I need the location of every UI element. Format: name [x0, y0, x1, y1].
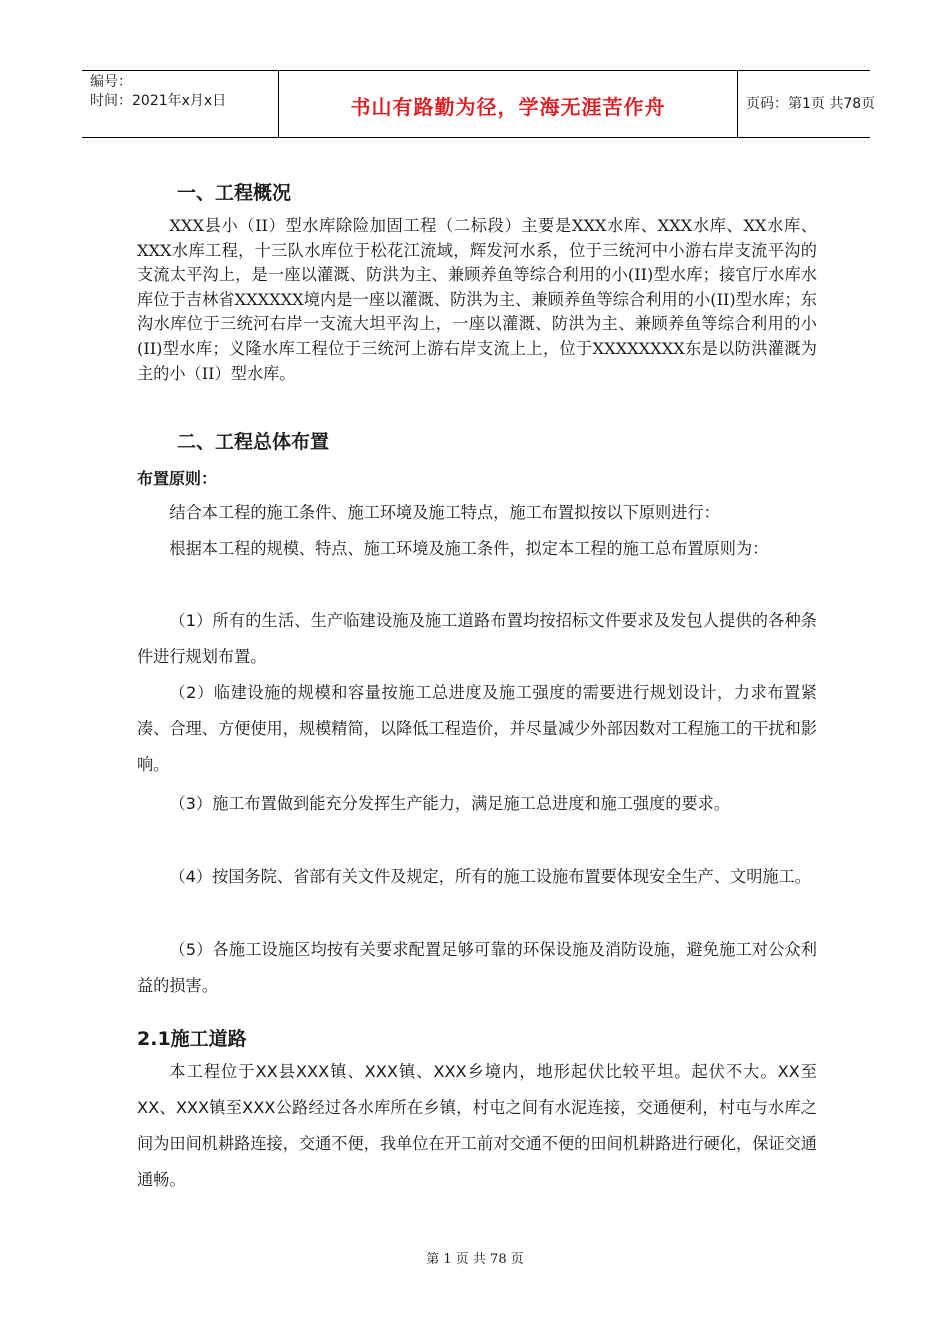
section-1-title: 一、工程概况	[177, 182, 292, 204]
section-2-paragraph-2: 根据本工程的规模、特点、施工环境及施工条件，拟定本工程的施工总布置原则为：	[169, 539, 769, 558]
section-2-item-5: （5）各施工设施区均按有关要求配置足够可靠的环保设施及消防设施，避免施工对公众利益的损害。	[137, 940, 817, 995]
page-header	[82, 70, 876, 138]
section-2-1-paragraph: 本工程位于XX县XXX镇、XXX镇、XXX乡境内，地形起伏比较平坦。起伏不大。XX至XX、XXX镇至XXX公路经过各水库所在乡镇，村屯之间有水泥连接，交通便利，村屯与水库之间为田间机耕路连接，交通不便，我单位在开工前对交通不便的田间机耕路进行硬化，保证交通通畅。	[137, 1062, 817, 1189]
section-2-paragraph-1: 结合本工程的施工条件、施工环境及施工特点，施工布置拟按以下原则进行：	[169, 503, 720, 522]
document-number: 编号：	[90, 74, 132, 90]
header-motto-cell	[278, 71, 738, 137]
header-motto: 书山有路勤为径，学海无涯苦作舟	[350, 95, 666, 119]
section-2-item-1: （1）所有的生活、生产临建设施及施工道路布置均按招标文件要求及发包人提供的各种条件进行规划布置。	[137, 611, 817, 666]
section-2-1-title: 2.1施工道路	[137, 1028, 247, 1050]
page-footer: 第 1 页 共 78 页	[426, 1252, 524, 1267]
section-2-title: 二、工程总体布置	[177, 431, 330, 453]
section-2-item-2: （2）临建设施的规模和容量按施工总进度及施工强度的需要进行规划设计，力求布置紧凑、合理、方便使用，规模精简，以降低工程造价，并尽量减少外部因数对工程施工的干扰和影响。	[137, 683, 817, 774]
document-date: 时间：2021年x月x日	[90, 93, 227, 109]
layout-principle-label: 布置原则：	[137, 469, 218, 488]
header-page-cell	[738, 71, 876, 137]
section-2-item-3: （3）施工布置做到能充分发挥生产能力，满足施工总进度和施工强度的要求。	[169, 794, 731, 813]
header-meta-cell	[82, 71, 278, 137]
section-2-item-4: （4）按国务院、省部有关文件及规定，所有的施工设施布置要体现安全生产、文明施工。	[169, 867, 811, 886]
section-1-paragraph: XXX县小（II）型水库除险加固工程（二标段）主要是XXX水库、XXX水库、XX水库、XXX水库工程，十三队水库位于松花江流域，辉发河水系，位于三统河中小游右岸支流平沟的支流太平沟上，是一座以灌溉、防洪为主、兼顾养鱼等综合利用的小(II)型水库；接官厅水库水库位于吉林省XXXXXX境内是一座以灌溉、防洪为主、兼顾养鱼等综合利用的小(II)型水库；东沟水库位于三统河右岸一支流大坦平沟上，一座以灌溉、防洪为主、兼顾养鱼等综合利用的小(II)型水库；义隆水库工程位于三统河上游右岸支流上上，位于XXXXXXXX东是以防洪灌溉为主的小（II）型水库。	[137, 216, 817, 383]
header-page-number: 页码：第1页 共78页	[746, 96, 876, 112]
